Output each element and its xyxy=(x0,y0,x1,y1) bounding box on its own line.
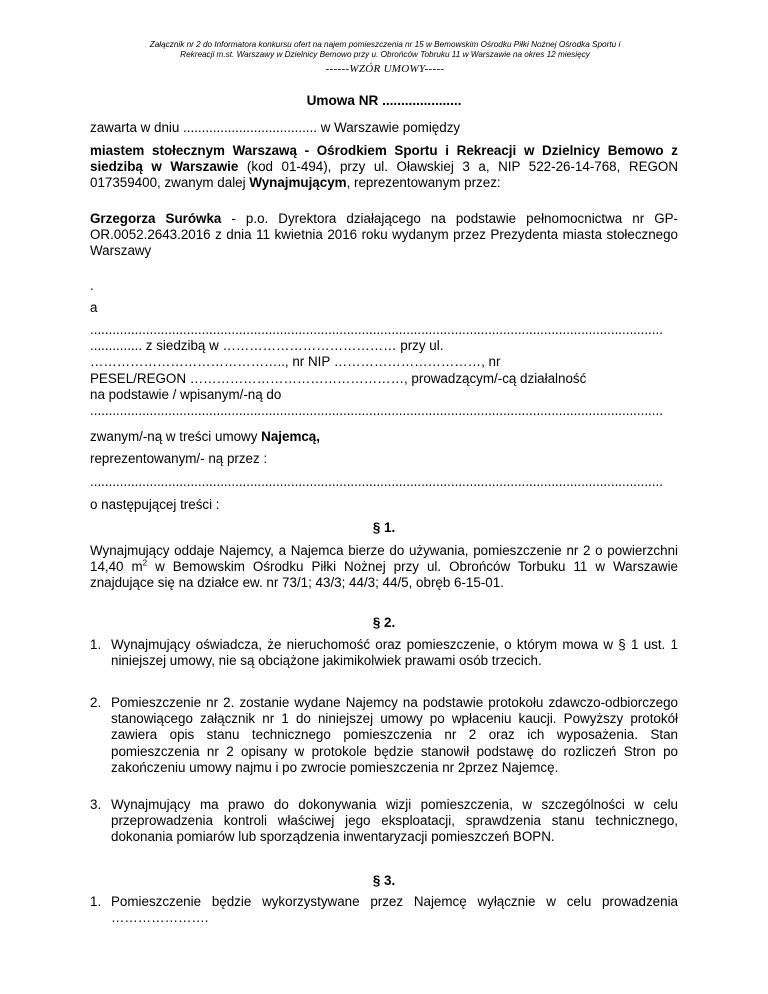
section-1-text-pre: Wynajmujący oddaje Najemcy, a Najemca bierze do używania, pomieszczenie nr 2 o powierzchni 14,40 m xyxy=(90,543,678,575)
item-text: Pomieszczenie będzie wykorzystywane przez Najemcę wyłącznie w celu prowadzenia …………………. xyxy=(111,894,678,926)
item-text: Pomieszczenie nr 2. zostanie wydane Najemcy na podstawie protokołu zdawczo-odbiorczego stanowiącego załącznik nr 1 do niniejszej umowy po wpłaceniu kaucji. Powyższy protokół zawiera opis stanu technicznego pomieszczenia nr 2 oraz ich wyposażenia. Stan pomieszczenia nr 2 opisany w protokole będzie stanowił podstawę do rozliczeń Stron po zakończeniu umowy najmu i po zwrocie pomieszczenia nr 2przez Najemcę. xyxy=(111,695,678,775)
item-number: 1. xyxy=(90,637,102,652)
tenant-pesel-line: PESEL/REGON …………………………………………, prowadzącym/-cą działalność xyxy=(90,370,587,386)
section-2-item-2 xyxy=(90,695,678,776)
tenant-rep-label: reprezentowanym/- ną przez : xyxy=(90,451,268,466)
landlord-name: miastem stołecznym Warszawą - Ośrodkiem Sportu i Rekreacji w Dzielnicy Bemowo z siedzibą w Warszawie xyxy=(90,143,678,175)
representative-paragraph xyxy=(90,211,678,260)
section-1-text-post: w Bemowskim Ośrodku Piłki Nożnej przy ul. Obrońców Torbuku 11 w Warszawie znajdujące się na działce ew. nr 73/1; 43/3; 44/3; 44/5, obręb 6-15-01. xyxy=(90,559,678,591)
contract-title: Umowa NR ..................... xyxy=(306,93,462,108)
section-2-item-1 xyxy=(90,637,678,669)
tenant-name-line: .......................................................................................................................................................... xyxy=(90,322,663,337)
conjunction: a xyxy=(90,300,98,315)
tenant-register-line: .......................................................................................................................................................... xyxy=(90,403,663,419)
section-1-heading: § 1. xyxy=(372,520,396,535)
landlord-paragraph xyxy=(90,143,678,192)
tenant-seat-line: .............. z siedzibą w ………………………………… przy ul. xyxy=(90,338,444,354)
landlord-role: Wynajmującym xyxy=(249,175,347,191)
landlord-tail: , reprezentowanym przez: xyxy=(346,175,501,191)
area-unit-superscript: 2 xyxy=(142,558,148,568)
dot-line: . xyxy=(90,278,94,293)
intro-line: zawarta w dniu .................................... w Warszawie pomiędzy xyxy=(90,120,461,135)
section-3-item-1 xyxy=(90,894,678,926)
attachment-note-line-2: Rekreacji m.st. Warszawy w Dzielnicy Bemowo przy u. Obrońców Tobruku 11 w Warszawie na okres 12 miesięcy xyxy=(180,50,590,59)
content-intro: o następującej treści : xyxy=(90,497,220,512)
section-3-heading: § 3. xyxy=(372,873,396,888)
attachment-note xyxy=(90,40,680,60)
item-number: 1. xyxy=(90,894,102,909)
tenant-nip-line: …………………………………….., nr NIP ……………………………, nr xyxy=(90,354,501,370)
item-number: 3. xyxy=(90,797,102,812)
item-number: 2. xyxy=(90,695,102,710)
tenant-basis-line: na podstawie / wpisanym/-ną do xyxy=(90,386,282,402)
section-2-heading: § 2. xyxy=(372,615,396,630)
representative-text: - p.o. Dyrektora działającego na podstawie pełnomocnictwa nr GP-OR.0052.2643.2016 z dnia 11 kwietnia 2016 roku wydanym przez Prezydenta miasta stołecznego Warszawy xyxy=(90,211,679,259)
tenant-role-line xyxy=(90,429,678,445)
tenant-role: Najemcą, xyxy=(261,429,320,444)
tenant-rep-line xyxy=(90,474,678,490)
item-text: Wynajmujący oświadcza, że nieruchomość oraz pomieszczenie, o którym mowa w § 1 ust. 1 niniejszej umowy, nie są obciążone jakimikolwiek prawami osób trzecich. xyxy=(111,637,678,669)
attachment-note-line-1: Załącznik nr 2 do Informatora konkursu ofert na najem pomieszczenia nr 15 w Bemowskim Ośrodku Piłki Nożnej Ośrodka Sportu i xyxy=(149,40,621,49)
representative-name: Grzegorza Surówka xyxy=(90,211,222,226)
item-text: Wynajmujący ma prawo do dokonywania wizji pomieszczenia, w szczególności w celu przeprowadzenia kontroli właściwej jego eksploatacji, sprawdzenia stanu technicznego, dokonania pomiarów lub sporządzenia inwentaryzacji pomieszczeń BOPN. xyxy=(111,797,678,845)
template-label: ------WZÓR UMOWY----- xyxy=(325,63,445,75)
landlord-details: (kod 01-494), przy ul. Oławskiej 3 a, NIP 522-26-14-768, REGON 017359400, zwanym dalej xyxy=(90,159,679,191)
section-2-item-3 xyxy=(90,797,678,846)
section-1-text xyxy=(90,543,678,592)
tenant-role-prefix: zwanym/-ną w treści umowy xyxy=(90,429,262,444)
tenant-block xyxy=(90,322,678,419)
tenant-rep-dots: .......................................................................................................................................................... xyxy=(90,474,663,489)
